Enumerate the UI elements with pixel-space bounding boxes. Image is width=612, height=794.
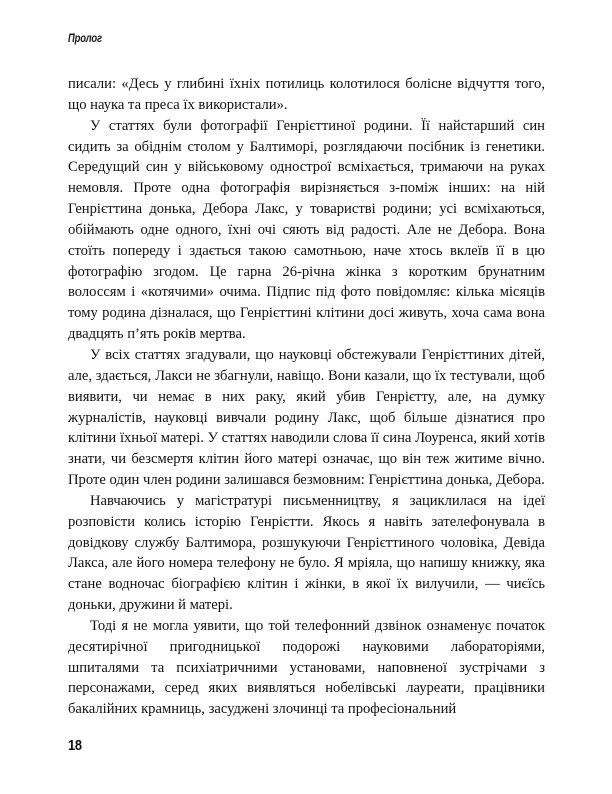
- paragraph-graduate-school: Навчаючись у магістратурі письменництву, я зациклилася на ідеї розповісти колись історію Генрієтти. Якось я навіть зателефонувала в довідкову службу Балтимора, розшукуючи Генрієттиного чоловіка, Девіда Лакса, але його номера телефону не було. Я мріяла, що напишу книжку, яка стане водночас біографією клітин і жінки, в якої їх вилучили, — чиєїсь доньки, дружини й матері.: [68, 492, 545, 614]
- paragraph-articles: У всіх статтях згадували, що науковці обстежували Генрієттиних дітей, але, здається, Лакси не збагнули, навіщо. Вони казали, що їх тестували, щоб виявити, чи немає в них раку, який убив Генрієтту, але, на думку журналістів, науковці вивчали родину Лакс, щоб більше дізнатися про клітини їхньої матері. У статтях наводили слова її сина Лоуренса, який хотів знати, чи безсмертя клітин його матері означає, що він теж житиме вічно. Проте один член родини залишався безмовним: Генрієттина донька, Дебора.: [68, 346, 545, 489]
- paragraph-photographs: У статтях були фотографії Генрієттиної родини. Її найстарший син сидить за обіднім столом у Балтиморі, розглядаючи посібник із генетики. Середущий син у військовому однострої всміхається, тримаючи на руках немовля. Проте одна фотографія вирізняється з-поміж інших: на ній Генрієттина донька, Дебора Лакс, у товаристві родини; усі всміхаються, обіймають одне одного, їхні очі сяють від радості. Але не Дебора. Вона стоїть попереду і здається такою самотньою, наче хтось вклеїв її в цю фотографію згодом. Це гарна 26-річна жінка з коротким брунатним волоссям і «котячими» очима. Підпис під фото повідомляє: кілька місяців тому родина дізналася, що Генрієттині клітини досі живуть, хоча сама вона двадцять п’ять років мертва.: [68, 117, 545, 343]
- running-head: Пролог: [68, 33, 102, 45]
- paragraph-continued: писали: «Десь у глибині їхніх потилиць колотилося болісне відчуття того, що наука та преса їх використали».: [68, 76, 545, 113]
- paragraph-phone-call: Тоді я не могла уявити, що той телефонний дзвінок ознаменує початок десятирічної пригодницької подорожі науковими лабораторіями, шпиталями та психіатричними установами, наповненої зустрічами з персонажами, серед яких виявляться нобелівські лауреати, працівники бакалійних крамниць, засуджені злочинці та професіональний: [68, 617, 545, 718]
- body-text-block: [68, 74, 545, 720]
- page-number: 18: [68, 737, 82, 754]
